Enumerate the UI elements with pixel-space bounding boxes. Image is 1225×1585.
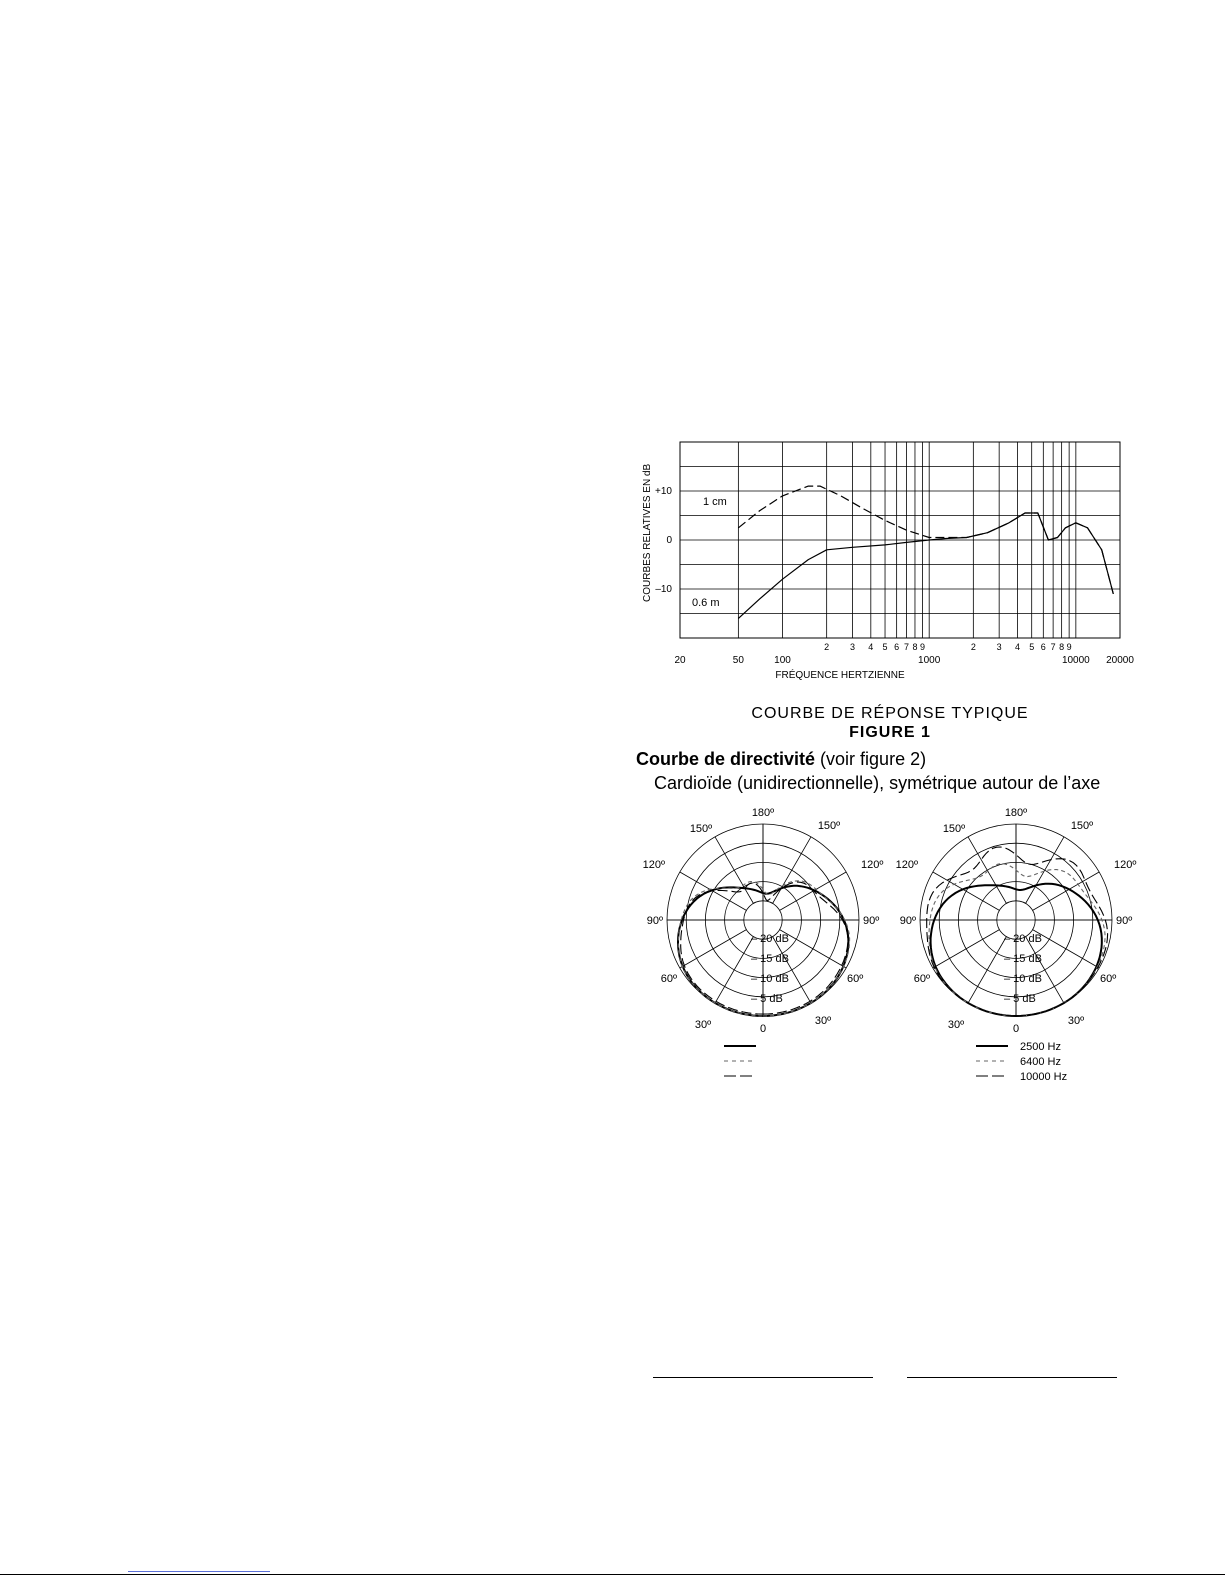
x-tick-label: 20 [674,655,686,666]
series-line-06m [738,513,1113,618]
x-minor-tick-label: 4 [1014,642,1020,652]
polar-spoke [968,937,1006,1004]
x-minor-tick-label: 7 [1050,642,1056,652]
polar-angle-label: 0 [1012,1023,1020,1035]
polar-ring-label: – 15 dB [751,953,789,965]
directivity-heading-note: (voir figure 2) [815,749,927,769]
polar-angle-label: 150º [942,823,966,835]
polar-angle-label: 0 [759,1023,767,1035]
polar-angle-label: 60º [660,973,677,985]
x-minor-tick-label: 7 [903,642,909,652]
x-minor-tick-label: 8 [912,642,918,652]
x-minor-tick-label: 2 [824,642,830,652]
frequency-response-chart [630,440,1150,690]
series-label-1cm: 1 cm [703,496,727,508]
polar-angle-label: 90º [1116,915,1133,927]
frequency-x-axis-label: FRÉQUENCE HERTZIENNE [775,670,905,681]
polar-pattern-chart-left [640,805,890,1105]
polar-spoke [773,837,811,904]
x-tick-label: 20000 [1106,655,1134,666]
x-minor-tick-label: 3 [849,642,856,652]
polar-angle-label: 120º [895,859,918,871]
polar-ring-label: – 10 dB [751,973,789,985]
polar-spoke [715,837,753,904]
polar-ring-label: – 20 dB [1004,933,1042,945]
x-tick-label: 50 [732,655,744,666]
polar-angle-label: 60º [1100,973,1117,985]
x-tick-label: 1000 [918,655,941,666]
polar-angle-label: 120º [1114,859,1137,871]
frequency-chart-ticks [655,486,1134,666]
signature-line-right [907,1377,1117,1378]
polar-angle-label: 90º [899,915,916,927]
x-minor-tick-label: 9 [1066,642,1072,652]
polar-angle-label: 120º [642,859,665,871]
polar-angle-label: 30º [814,1015,832,1027]
y-tick-label: –10 [655,584,672,595]
x-minor-tick-label: 5 [1029,642,1035,652]
polar-angle-label: 90º [863,915,880,927]
x-minor-tick-label: 6 [894,642,900,652]
x-minor-tick-label: 4 [868,642,874,652]
polar-ring-label: – 20 dB [751,933,789,945]
directivity-heading [636,748,926,770]
polar-angle-label: 60º [913,973,930,985]
polar-ring-label: – 5 dB [1004,993,1036,1005]
x-minor-tick-label: 5 [882,642,888,652]
polar-spoke [933,930,1000,968]
y-tick-label: +10 [655,486,672,497]
polar-ring-label: – 10 dB [1004,973,1042,985]
polar-ring-label: – 5 dB [751,993,783,1005]
signature-line-left [653,1377,873,1378]
x-minor-tick-label: 6 [1040,642,1046,652]
polar-angle-label: 60º [847,973,864,985]
polar-angle-label: 30º [1067,1015,1085,1027]
directivity-heading-bold: Courbe de directivité [636,749,816,769]
polar-angle-label: 120º [861,859,884,871]
directivity-description: Cardioïde (unidirectionnelle), symétrique autour de l’axe [654,773,1101,793]
x-tick-label: 10000 [1061,655,1090,666]
polar-angle-label: 180º [751,807,775,819]
polar-ring-label: – 15 dB [1004,953,1042,965]
polar-angle-label: 90º [646,915,663,927]
x-minor-tick-label: 8 [1059,642,1065,652]
polar-angle-label: 180º [1004,807,1028,819]
chart-caption-title: COURBE DE RÉPONSE TYPIQUE [751,705,1029,722]
x-minor-tick-label: 2 [970,642,976,652]
legend-label: 2500 Hz [1020,1041,1061,1053]
frequency-chart-grid [680,442,1120,638]
frequency-y-axis-label: COURBES RELATIVES EN dB [642,463,653,602]
y-tick-label: 0 [666,535,672,546]
polar-pattern-chart-right [895,805,1165,1105]
polar-pattern-curve [927,847,1108,1016]
frequency-chart-series [738,486,1113,618]
polar-spoke [680,930,747,968]
polar-angle-label: 30º [694,1019,712,1031]
polar-angle-label: 150º [817,820,841,832]
polar-angle-label: 150º [689,823,713,835]
polar-angle-label: 150º [1070,820,1094,832]
footer-rule [0,1574,1225,1575]
series-label-06m: 0.6 m [692,597,720,609]
polar-angle-label: 30º [947,1019,965,1031]
polar-spoke [715,937,753,1004]
footer-link-underline[interactable] [128,1571,270,1572]
x-minor-tick-label: 9 [919,642,925,652]
polar-spoke [1033,930,1100,968]
figure-label: FIGURE 1 [849,724,931,741]
polar-spoke [780,872,847,910]
polar-spoke [780,930,847,968]
polar-spoke [1026,837,1064,904]
legend-label: 10000 Hz [1020,1071,1068,1083]
x-tick-label: 100 [774,655,791,666]
x-minor-tick-label: 3 [996,642,1002,652]
legend-label: 6400 Hz [1020,1056,1061,1068]
